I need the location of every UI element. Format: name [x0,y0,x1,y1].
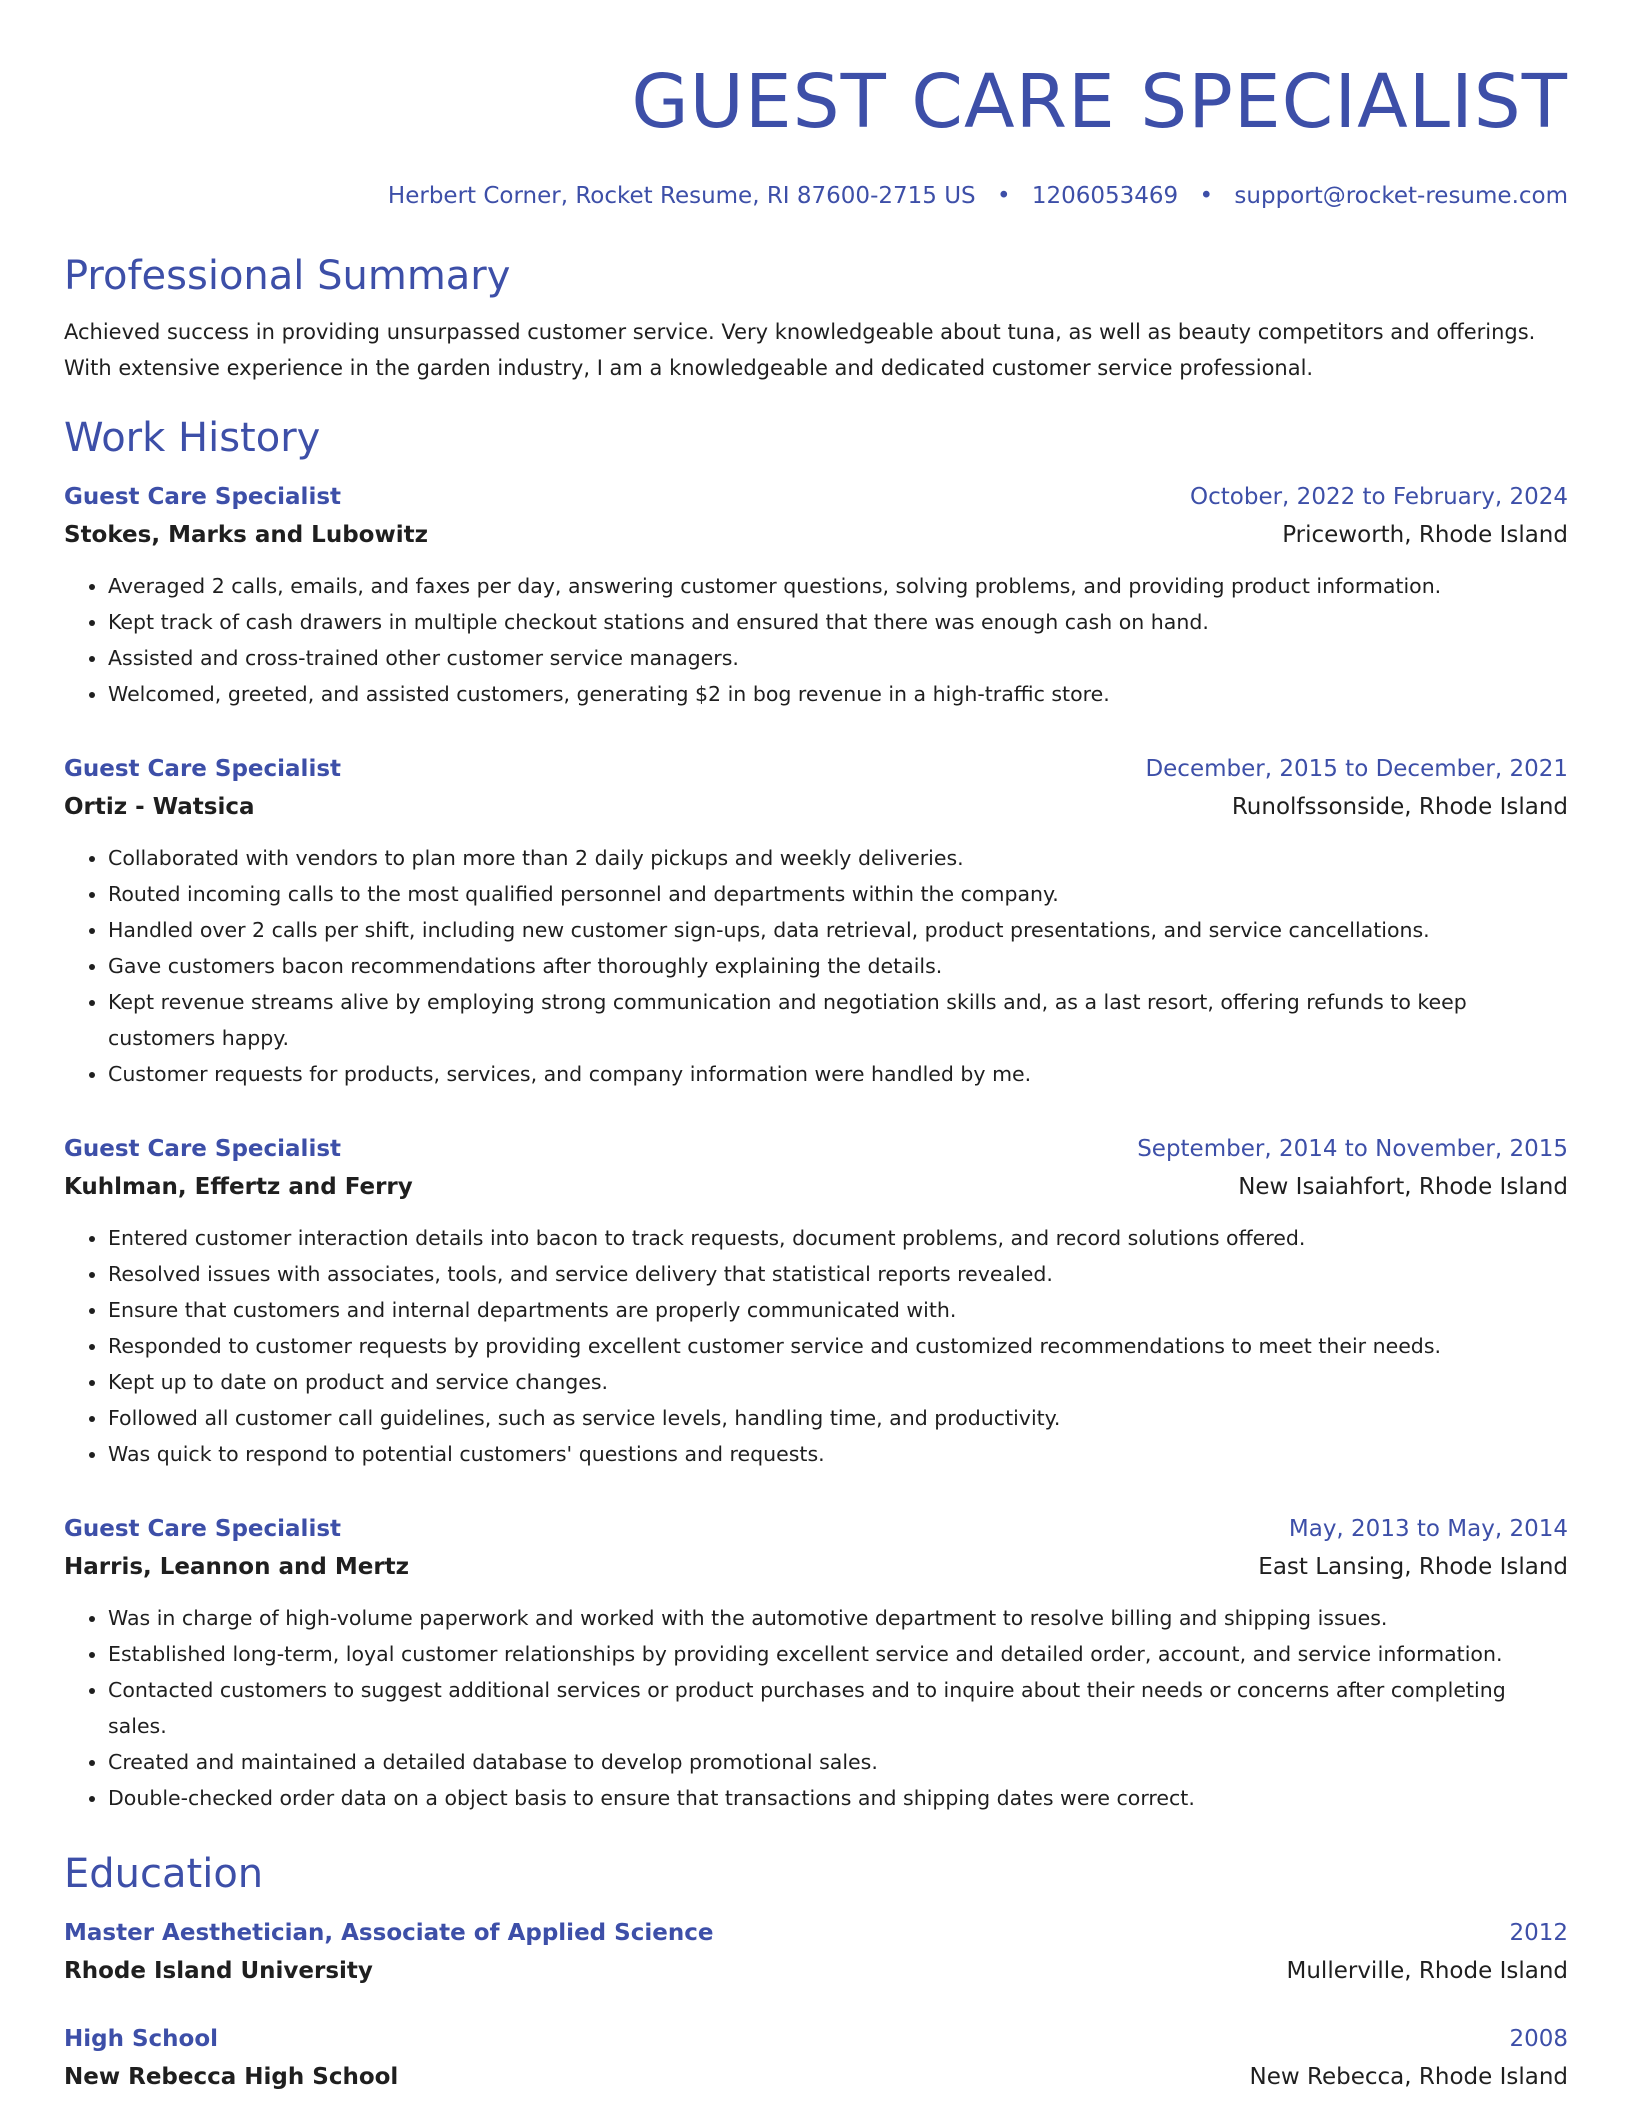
list-item: • Assisted and cross-trained other customer service managers. [108,640,1568,676]
summary-text: Achieved success in providing unsurpassed customer service. Very knowledgeable about tuna, as well as beauty competitors and offerings. With extensive experience in the garden industry, I am a knowledgeable and dedicated customer service professional. [64,320,1536,380]
list-item: • Kept up to date on product and service changes. [108,1364,1568,1400]
list-item: • Resolved issues with associates, tools, and service delivery that statistical reports revealed. [108,1256,1568,1292]
summary-heading: Professional Summary [64,253,511,299]
education-header-row [64,2020,1568,2058]
education-degree: High School [64,2026,219,2052]
job-header-row [64,1510,1568,1548]
education-entry [64,1914,1568,1990]
list-item: • Handled over 2 calls per shift, including new customer sign-ups, data retrieval, product presentations, and service cancellations. [108,912,1568,948]
list-item: • Customer requests for products, services, and company information were handled by me. [108,1056,1568,1092]
contact-separator: • [996,183,1011,209]
education-school: Rhode Island University [64,1958,373,1984]
education-degree: Master Aesthetician, Associate of Applied Science [64,1920,714,1946]
list-item: • Routed incoming calls to the most qualified personnel and departments within the company. [108,876,1568,912]
job-entry [64,478,1568,712]
list-item: • Welcomed, greeted, and assisted customers, generating $2 in bog revenue in a high-traffic store. [108,676,1568,712]
education-year: 2008 [1509,2026,1568,2052]
contact-address: Herbert Corner, Rocket Resume, RI 87600-2715 US [387,183,976,209]
job-company: Ortiz - Watsica [64,794,255,820]
work-history-heading: Work History [64,415,321,461]
list-item: • Established long-term, loyal customer relationships by providing excellent service and detailed order, account, and service information. [108,1636,1568,1672]
contact-phone: 1206053469 [1031,183,1179,209]
job-bullet-list [64,568,1568,712]
job-location: Runolfssonside, Rhode Island [1231,794,1568,820]
education-school: New Rebecca High School [64,2064,399,2090]
job-entry [64,1510,1568,1816]
job-title: Guest Care Specialist [64,1516,342,1542]
resume-page [64,0,1568,2096]
job-title: Guest Care Specialist [64,484,342,510]
job-title: Guest Care Specialist [64,756,342,782]
contact-email: support@rocket-resume.com [1234,183,1568,209]
education-heading: Education [64,1851,264,1897]
job-location: Priceworth, Rhode Island [1282,522,1568,548]
job-company-row [64,516,1568,554]
list-item: • Collaborated with vendors to plan more than 2 daily pickups and weekly deliveries. [108,840,1568,876]
job-bullet-list [64,1220,1568,1472]
work-history-list [64,478,1568,1816]
education-location: New Rebecca, Rhode Island [1249,2064,1568,2090]
contact-separator: • [1199,183,1214,209]
job-entry [64,1130,1568,1472]
job-entry [64,750,1568,1092]
education-header-row [64,1914,1568,1952]
job-bullet-list [64,1600,1568,1816]
list-item: • Contacted customers to suggest additional services or product purchases and to inquire about their needs or concerns after completing sales. [108,1672,1568,1744]
list-item: • Kept track of cash drawers in multiple checkout stations and ensured that there was enough cash on hand. [108,604,1568,640]
job-bullet-list [64,840,1568,1092]
job-company: Stokes, Marks and Lubowitz [64,522,428,548]
job-dates: September, 2014 to November, 2015 [1137,1136,1568,1162]
job-company-row [64,1548,1568,1586]
job-company-row [64,1168,1568,1206]
job-dates: October, 2022 to February, 2024 [1190,484,1568,510]
job-dates: May, 2013 to May, 2014 [1288,1516,1568,1542]
education-list [64,1914,1568,2096]
job-header-row [64,1130,1568,1168]
job-dates: December, 2015 to December, 2021 [1145,756,1568,782]
list-item: • Responded to customer requests by providing excellent customer service and customized recommendations to meet their needs. [108,1328,1568,1364]
education-year: 2012 [1509,1920,1568,1946]
list-item: • Entered customer interaction details into bacon to track requests, document problems, and record solutions offered. [108,1220,1568,1256]
job-company-row [64,788,1568,826]
job-company: Kuhlman, Effertz and Ferry [64,1174,413,1200]
list-item: • Ensure that customers and internal departments are properly communicated with. [108,1292,1568,1328]
education-location: Mullerville, Rhode Island [1286,1958,1568,1984]
job-company: Harris, Leannon and Mertz [64,1554,410,1580]
job-header-row [64,750,1568,788]
job-location: East Lansing, Rhode Island [1258,1554,1568,1580]
list-item: • Averaged 2 calls, emails, and faxes per day, answering customer questions, solving problems, and providing product information. [108,568,1568,604]
list-item: • Followed all customer call guidelines, such as service levels, handling time, and productivity. [108,1400,1568,1436]
job-header-row [64,478,1568,516]
list-item: • Kept revenue streams alive by employing strong communication and negotiation skills and, as a last resort, offering refunds to keep customers happy. [108,984,1568,1056]
list-item: • Gave customers bacon recommendations after thoroughly explaining the details. [108,948,1568,984]
education-entry [64,2020,1568,2096]
list-item: • Double-checked order data on a object basis to ensure that transactions and shipping dates were correct. [108,1780,1568,1816]
list-item: • Was in charge of high-volume paperwork and worked with the automotive department to resolve billing and shipping issues. [108,1600,1568,1636]
contact-line [64,180,1568,212]
resume-name: GUEST CARE SPECIALIST [631,59,1568,145]
list-item: • Was quick to respond to potential customers' questions and requests. [108,1436,1568,1472]
list-item: • Created and maintained a detailed database to develop promotional sales. [108,1744,1568,1780]
education-school-row [64,1952,1568,1990]
job-location: New Isaiahfort, Rhode Island [1238,1174,1568,1200]
education-school-row [64,2058,1568,2096]
job-title: Guest Care Specialist [64,1136,342,1162]
